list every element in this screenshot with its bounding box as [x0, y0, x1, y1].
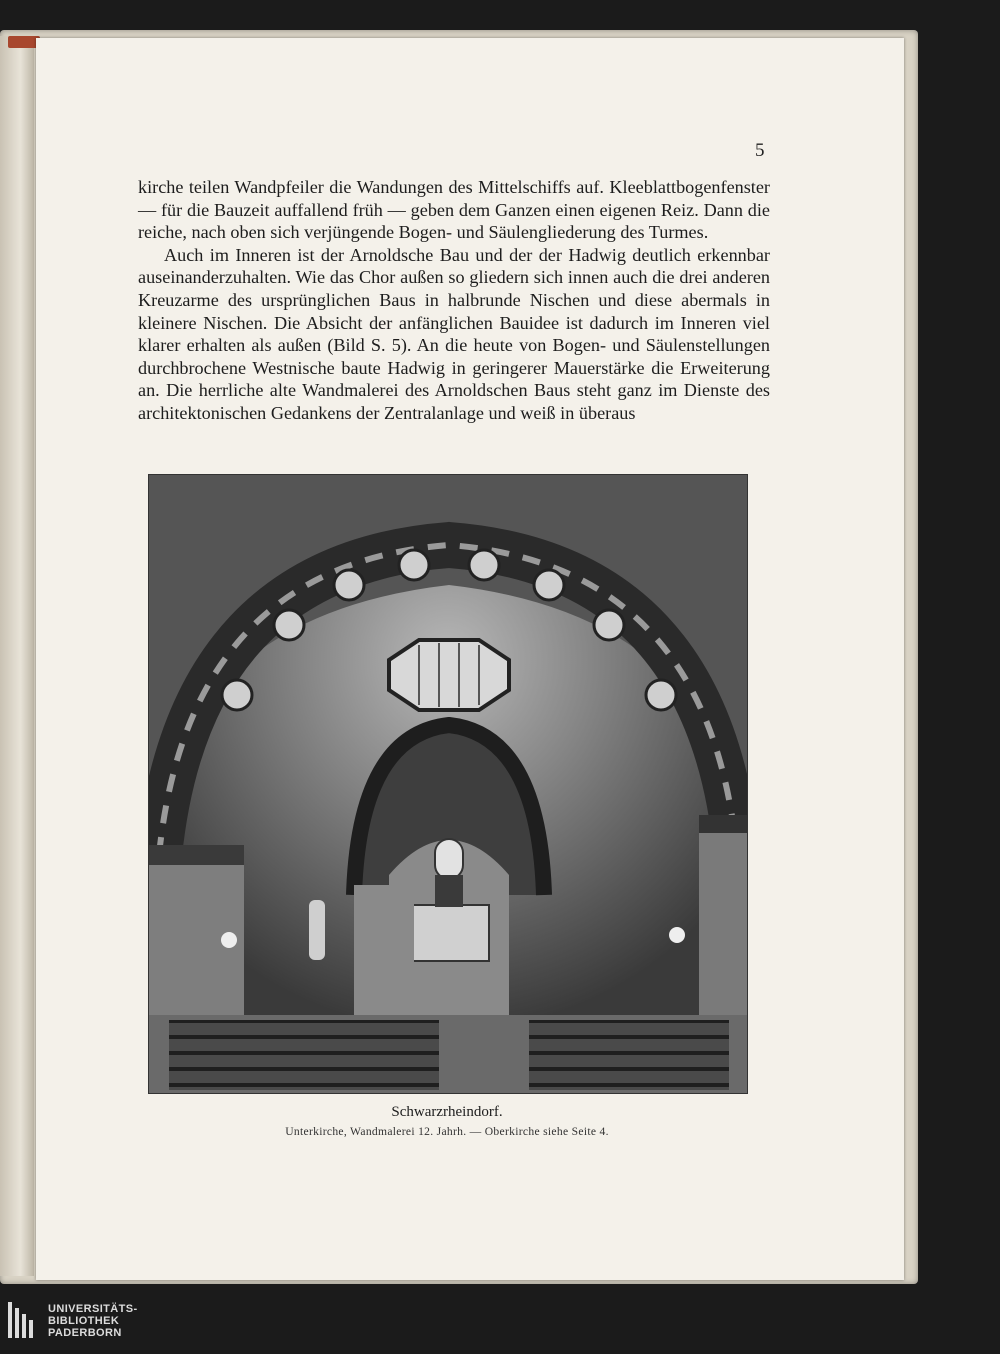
book-left-edge [0, 36, 34, 1276]
library-name-line-3: PADERBORN [48, 1327, 122, 1339]
church-interior-illustration [149, 475, 747, 1093]
library-name-line-1: UNIVERSITÄTS- [48, 1303, 138, 1315]
page-number: 5 [755, 140, 765, 161]
body-text [138, 176, 770, 425]
figure-caption-title: Schwarzrheindorf. [391, 1104, 503, 1120]
library-name [48, 1303, 138, 1339]
paragraph-2: Auch im Inneren ist der Arnoldsche Bau und der der Hadwig deutlich erkennbar auseinanderzuhalten. Wie das Chor außen so gliedern sich innen auch die drei anderen Kreuzarme des ursprünglichen Baus in halbrunde Nischen und diese abermals in kleinere Nischen. Die Absicht der anfänglichen Bauidee ist dadurch im Inneren viel klarer erhalten als außen (Bild S. 5). An die heute von Bogen- und Säulenstellungen durchbrochene Westnische baute Hadwig in geringerer Mauerstärke die Erweiterung an. Die herrliche alte Wandmalerei des Arnoldschen Baus steht ganz im Dienste des architektonischen Gedankens der Zentralanlage und weiß in überaus [138, 244, 770, 423]
paragraph-1: kirche teilen Wandpfeiler die Wandungen des Mittelschiffs auf. Kleeblattbogenfenster — für die Bauzeit auffallend früh — geben dem Ganzen einen eigenen Reiz. Dann die reiche, nach oben sich verjüngende Bogen- und Säulengliederung des Turmes. [138, 177, 770, 243]
library-logo-icon [8, 1302, 38, 1338]
church-interior-photo [148, 474, 748, 1094]
figure-caption-subtitle: Unterkirche, Wandmalerei 12. Jahrh. — Oberkirche siehe Seite 4. [285, 1125, 609, 1138]
library-name-line-2: BIBLIOTHEK [48, 1315, 120, 1327]
